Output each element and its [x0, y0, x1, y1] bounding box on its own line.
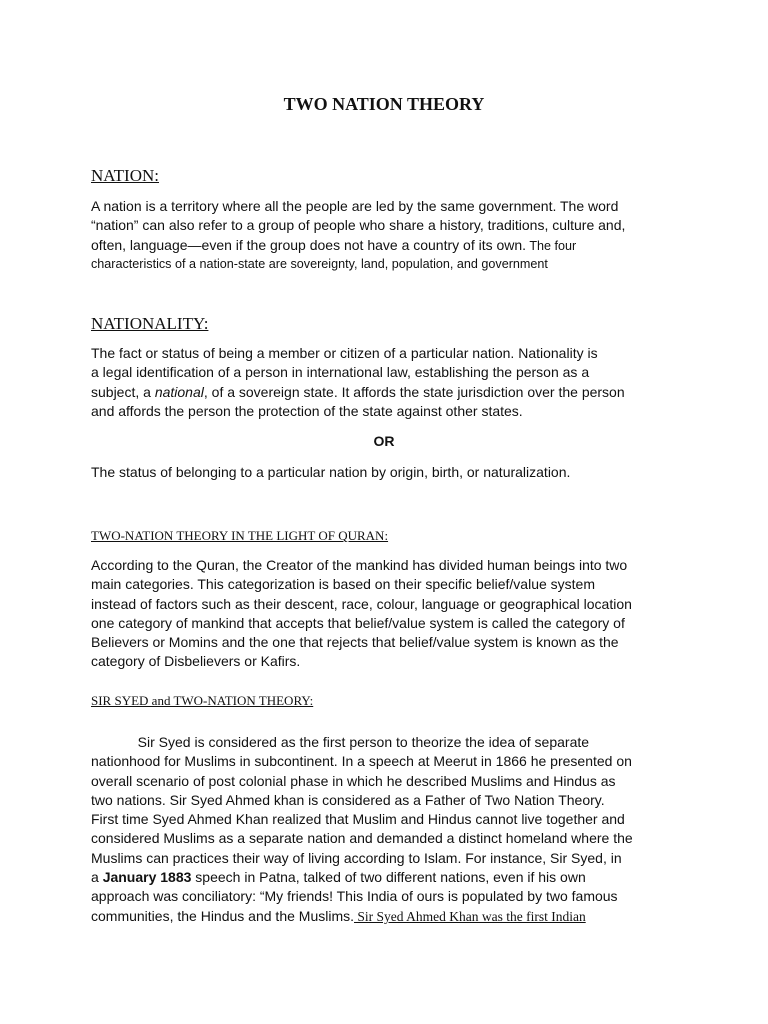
sir-syed-line-10-a: communities, the Hindus and the Muslims.: [91, 907, 354, 924]
sir-syed-line-6: considered Muslims as a separate nation and demanded a distinct homeland where the: [91, 830, 633, 847]
sir-syed-line-9: approach was conciliatory: “My friends! This India of ours is populated by two famous: [91, 888, 618, 905]
sir-syed-line-8-a: a: [91, 869, 103, 886]
quran-line-6: category of Disbelievers or Kafirs.: [91, 653, 301, 670]
quran-line-4: one category of mankind that accepts that belief/value system is called the category of: [91, 614, 625, 631]
sir-syed-line-2: nationhood for Muslims in subcontinent. In a speech at Meerut in 1866 he presented on: [91, 753, 632, 770]
nation-line-3-text: often, language—even if the group does not have a country of its own.: [91, 236, 527, 253]
sir-syed-line-4: two nations. Sir Syed Ahmed khan is considered as a Father of Two Nation Theory.: [91, 791, 605, 808]
nationality-line-3-a: subject, a: [91, 383, 155, 400]
sir-syed-line-3: overall scenario of post colonial phase in which he described Muslims and Hindus as: [91, 772, 616, 789]
nationality-paragraph: [91, 344, 691, 421]
sir-syed-heading: SIR SYED and TWO-NATION THEORY:: [91, 693, 314, 708]
nationality-line-3-b: , of a sovereign state. It affords the state jurisdiction over the person: [203, 383, 625, 400]
nation-paragraph: [91, 197, 691, 274]
page-title: TWO NATION THEORY: [283, 94, 485, 114]
nationality-line-2: a legal identification of a person in international law, establishing the person as a: [91, 364, 590, 381]
quran-line-5: Believers or Momins and the one that rejects that belief/value system is known as the: [91, 634, 619, 651]
nationality-alt-definition: The status of belonging to a particular nation by origin, birth, or naturalization.: [91, 464, 571, 480]
or-separator: OR: [373, 433, 395, 449]
sir-syed-line-7: Muslims can practices their way of living according to Islam. For instance, Sir Syed, in: [91, 849, 622, 866]
nationality-line-1: The fact or status of being a member or citizen of a particular nation. Nationality is: [91, 345, 598, 361]
nation-line-3-tail: The four: [526, 238, 577, 253]
nationality-line-3: [91, 383, 691, 402]
sir-syed-paragraph: [91, 733, 691, 926]
nation-heading: NATION:: [91, 166, 159, 185]
nationality-line-3-italic: national: [154, 383, 204, 400]
sir-syed-line-1: Sir Syed is considered as the first person to theorize the idea of separate: [91, 734, 590, 750]
quran-line-1: According to the Quran, the Creator of the mankind has divided human beings into two: [91, 557, 628, 573]
quran-line-3: instead of factors such as their descent, race, colour, language or geographical location: [91, 595, 632, 612]
nation-line-2: “nation” can also refer to a group of people who share a history, traditions, culture and,: [91, 217, 626, 234]
nationality-line-4: and affords the person the protection of the state against other states.: [91, 402, 523, 419]
sir-syed-line-8-b: speech in Patna, talked of two different nations, even if his own: [191, 869, 586, 886]
nation-line-4: characteristics of a nation-state are sovereignty, land, population, and government: [91, 256, 548, 271]
quran-line-2: main categories. This categorization is based on their specific belief/value system: [91, 576, 595, 593]
sir-syed-line-8: [91, 868, 691, 887]
sir-syed-line-8-bold: January 1883: [102, 869, 192, 886]
sir-syed-line-10: [91, 907, 691, 926]
sir-syed-line-5: First time Syed Ahmed Khan realized that Muslim and Hindus cannot live together and: [91, 811, 625, 828]
nation-line-3: [91, 236, 691, 255]
nation-line-1: A nation is a territory where all the people are led by the same government. The word: [91, 198, 619, 214]
nationality-heading: NATIONALITY:: [91, 314, 209, 333]
quran-paragraph: [91, 556, 691, 672]
quran-heading: TWO-NATION THEORY IN THE LIGHT OF QURAN:: [91, 528, 389, 543]
sir-syed-line-10-b: Sir Syed Ahmed Khan was the first Indian: [354, 908, 586, 924]
